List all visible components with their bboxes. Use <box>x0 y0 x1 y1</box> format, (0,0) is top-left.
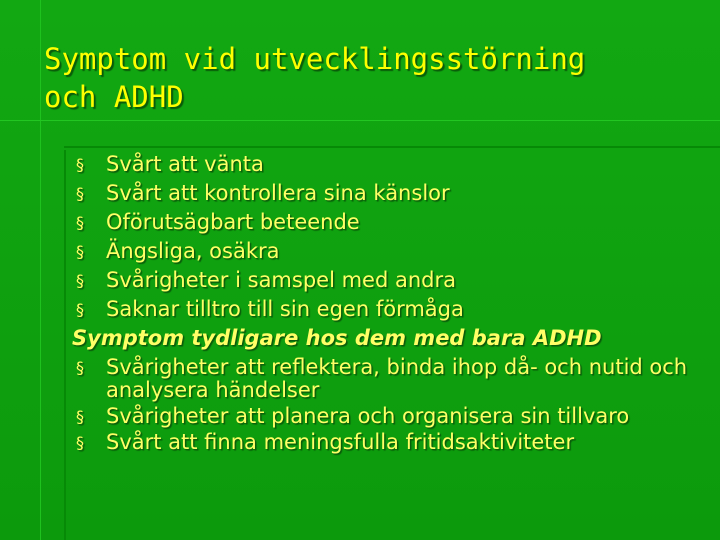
list-item-text: Svårt att finna meningsfulla fritidsaktiviteter <box>106 430 575 454</box>
list-item <box>76 405 716 428</box>
bullet-icon: § <box>76 433 84 452</box>
list-item-text: Oförutsägbart beteende <box>106 210 360 234</box>
list-item-text: Svårigheter i samspel med andra <box>106 268 456 292</box>
slide-title: Symptom vid utvecklingsstörning och ADHD <box>44 42 586 114</box>
list-item-text: Svårigheter att planera och organisera sin tillvaro <box>106 404 630 428</box>
bullet-list <box>72 150 716 454</box>
bullet-icon: § <box>76 213 84 232</box>
list-item <box>76 266 716 295</box>
list-item <box>76 295 716 324</box>
list-item <box>76 208 716 237</box>
decorative-vertical-line <box>40 0 41 540</box>
list-item-text: Svårt att vänta <box>106 152 264 176</box>
list-item <box>76 237 716 266</box>
bullet-icon: § <box>76 155 84 174</box>
decorative-horizontal-line <box>0 120 720 121</box>
list-item <box>76 356 716 402</box>
bullet-icon: § <box>76 271 84 290</box>
list-item <box>76 431 716 454</box>
list-item-text: Saknar tilltro till sin egen förmåga <box>106 297 464 321</box>
list-item-text: Ängsliga, osäkra <box>106 239 280 263</box>
bullet-icon: § <box>76 407 84 426</box>
list-item-text: Svårigheter att reflektera, binda ihop då- och nutid och analysera händelser <box>106 355 688 402</box>
list-item-text: Svårt att kontrollera sina känslor <box>106 181 450 205</box>
bullet-icon: § <box>76 300 84 319</box>
bullet-icon: § <box>76 184 84 203</box>
list-item <box>76 150 716 179</box>
list-item <box>76 179 716 208</box>
decorative-horizontal-line <box>64 146 720 148</box>
section-subheading: Symptom tydligare hos dem med bara ADHD <box>72 326 602 350</box>
bullet-icon: § <box>76 358 84 377</box>
decorative-vertical-line <box>64 150 66 540</box>
bullet-icon: § <box>76 242 84 261</box>
